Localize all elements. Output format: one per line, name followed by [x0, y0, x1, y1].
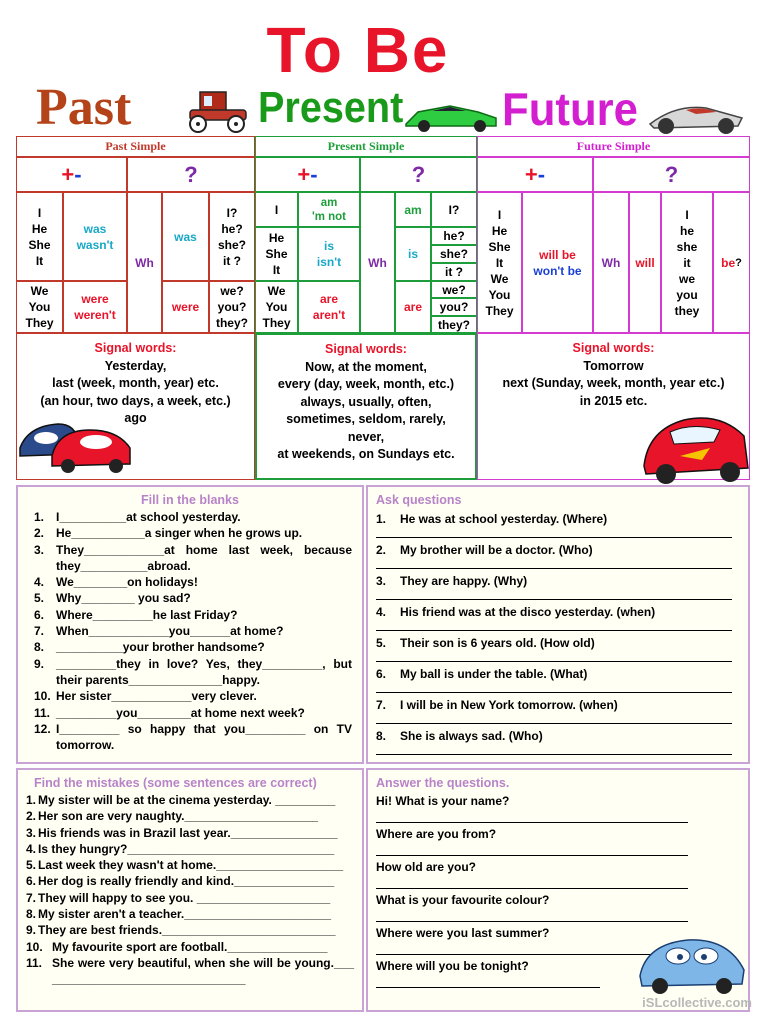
- list-item: 5. Last week they wasn't at home.___________________: [26, 858, 344, 873]
- answer-line[interactable]: [376, 744, 732, 755]
- present-question-we: we?: [431, 281, 477, 298]
- question-item: What is your favourite colour?: [376, 892, 740, 922]
- list-item: 2. He___________a singer when he grows up.: [34, 526, 303, 541]
- list-item: 11. She were very beautiful, when she will be young.________________________________: [26, 955, 354, 987]
- question-item: Hi! What is your name?: [376, 793, 740, 823]
- list-item: 1. I__________at school yesterday.: [34, 510, 241, 524]
- cartoon-race-car-icon: [640, 396, 752, 488]
- past-question-pronouns-plural: we? you? they?: [209, 281, 255, 333]
- future-signal-words: Signal words: Tomorrow next (Sunday, week, month, year etc.) in 2015 etc.: [477, 333, 750, 480]
- question-item: Where are you from?: [376, 826, 740, 856]
- future-pronouns: I He She It We You They: [477, 192, 522, 333]
- past-pronouns-plural: We You They: [16, 281, 63, 333]
- answer-line[interactable]: [376, 713, 732, 724]
- find-mistakes-title: Find the mistakes (some sentences are correct): [34, 776, 317, 790]
- list-item: 9. _________they in love? Yes, they_________, but their parents______________happy.: [34, 656, 352, 687]
- ask-questions-box: [366, 485, 750, 764]
- list-item: 1. My sister will be at the cinema yesterday. _________: [26, 793, 336, 807]
- present-am-not: am 'm not: [298, 192, 360, 227]
- answer-line[interactable]: [376, 620, 732, 631]
- list-item: 9. They are best friends.__________________________: [26, 923, 336, 938]
- title-present: Present: [258, 83, 404, 132]
- header-future-simple: Future Simple: [477, 136, 750, 157]
- present-question-are: are: [395, 281, 431, 333]
- present-pronoun-i: I: [255, 192, 298, 227]
- list-item: 6. Where_________he last Friday?: [34, 607, 238, 622]
- ask-questions-title: Ask questions: [376, 493, 462, 507]
- past-pronouns-singular: I He She It: [16, 192, 63, 281]
- list-item: 7. When____________you______at home?: [34, 624, 284, 639]
- page-title: To Be: [266, 14, 450, 86]
- list-item: 10. My favourite sport are football._______________: [26, 939, 328, 954]
- past-was-wasnt: was wasn't: [63, 192, 127, 281]
- list-item: 11. _________you________at home next week?: [34, 705, 305, 720]
- question-item: 5. Their son is 6 years old. (How old): [376, 635, 740, 662]
- list-item: 4. We________on holidays!: [34, 575, 198, 590]
- answer-line[interactable]: [376, 651, 732, 662]
- past-wh: Wh: [127, 192, 162, 333]
- title-past: Past: [36, 79, 132, 136]
- past-question-was: was: [162, 192, 209, 281]
- past-signal-words: Signal words: Yesterday, last (week, month, year) etc. (an hour, two days, a week, etc.) ago: [16, 333, 255, 480]
- find-mistakes-box: [16, 768, 364, 1012]
- present-is-isnt: is isn't: [298, 227, 360, 281]
- question-item: 4. His friend was at the disco yesterday. (when): [376, 604, 740, 631]
- question-item: How old are you?: [376, 859, 740, 889]
- find-mistakes-list: [26, 792, 354, 988]
- question-item: 6. My ball is under the table. (What): [376, 666, 740, 693]
- past-plus-minus: + -: [16, 157, 127, 192]
- past-question-mark: ?: [127, 157, 255, 192]
- past-question-pronouns-singular: I? he? she? it ?: [209, 192, 255, 281]
- present-question-am: am: [395, 192, 431, 227]
- header-present-simple: Present Simple: [255, 136, 477, 157]
- answer-line[interactable]: [376, 875, 688, 889]
- past-were-werent: were weren't: [63, 281, 127, 333]
- fill-blanks-title: Fill in the blanks: [141, 493, 239, 507]
- answer-line[interactable]: [376, 682, 732, 693]
- future-wh: Wh: [593, 192, 629, 333]
- vintage-car-icon: [182, 88, 252, 136]
- question-item: Where will you be tonight?: [376, 958, 740, 988]
- present-are-arent: are aren't: [298, 281, 360, 333]
- list-item: 7. They will happy to see you. ____________________: [26, 890, 331, 905]
- list-item: 12. I_________ so happy that you_________ on TV tomorrow.: [34, 721, 352, 753]
- question-item: 3. They are happy. (Why): [376, 573, 740, 600]
- present-question-pronoun-i: I?: [431, 192, 477, 227]
- future-question-will: will: [629, 192, 661, 333]
- present-question-mark: ?: [360, 157, 477, 192]
- list-item: 5. Why________ you sad?: [34, 591, 191, 606]
- question-item: 7. I will be in New York tomorrow. (when): [376, 697, 740, 724]
- answer-line[interactable]: [376, 589, 732, 600]
- answer-line[interactable]: [376, 527, 732, 538]
- fill-blanks-box: [16, 485, 364, 764]
- present-wh: Wh: [360, 192, 395, 333]
- present-plus-minus: + -: [255, 157, 360, 192]
- question-item: 2. My brother will be a doctor. (Who): [376, 542, 740, 569]
- list-item: 6. Her dog is really friendly and kind._______________: [26, 874, 335, 889]
- present-question-you: you?: [431, 298, 477, 316]
- cartoon-blue-car-icon: [636, 930, 748, 996]
- answer-line[interactable]: [376, 558, 732, 569]
- future-plus-minus: + -: [477, 157, 593, 192]
- present-signal-words: Signal words: Now, at the moment, every (day, week, month, etc.) always, usually, often, sometimes, seldom, rarely, never, at weekends, on Sundays etc.: [255, 333, 477, 480]
- watermark: iSLcollective.com: [642, 995, 752, 1010]
- header-past-simple: Past Simple: [16, 136, 255, 157]
- future-question-be: be ?: [713, 192, 750, 333]
- list-item: 8. __________your brother handsome?: [34, 640, 265, 655]
- list-item: 2. Her son are very naughty.____________________: [26, 809, 318, 824]
- answer-line[interactable]: [376, 842, 688, 856]
- past-question-were: were: [162, 281, 209, 333]
- answer-questions-title: Answer the questions.: [376, 776, 510, 790]
- future-question-mark: ?: [593, 157, 750, 192]
- sports-car-icon: [402, 100, 500, 134]
- concept-car-icon: [646, 100, 746, 136]
- list-item: 3. His friends was in Brazil last year.________________: [26, 825, 338, 840]
- question-item: 1. He was at school yesterday. (Where): [376, 511, 740, 538]
- future-question-pronouns: I he she it we you they: [661, 192, 713, 333]
- list-item: 10. Her sister____________very clever.: [34, 689, 257, 704]
- present-pronouns-singular: He She It: [255, 227, 298, 281]
- present-question-she: she?: [431, 245, 477, 263]
- list-item: 3. They____________at home last week, because they__________abroad.: [34, 542, 352, 573]
- list-item: 8. My sister aren't a teacher.______________________: [26, 907, 332, 922]
- future-will-be: will be won't be: [522, 192, 593, 333]
- list-item: 4. Is they hungry?_______________________________: [26, 841, 335, 856]
- answer-line[interactable]: [376, 809, 688, 823]
- present-question-is: is: [395, 227, 431, 281]
- title-future: Future: [502, 83, 638, 135]
- answer-line[interactable]: [376, 908, 688, 922]
- question-item: Where were you last summer?: [376, 925, 740, 955]
- question-item: 8. She is always sad. (Who): [376, 728, 740, 755]
- present-question-he: he?: [431, 227, 477, 245]
- cartoon-cars-icon: [18, 408, 134, 478]
- present-question-it: it ?: [431, 263, 477, 281]
- present-question-they: they?: [431, 316, 477, 333]
- answer-line[interactable]: [376, 974, 600, 988]
- fill-blanks-list: [26, 509, 354, 753]
- present-pronouns-plural: We You They: [255, 281, 298, 333]
